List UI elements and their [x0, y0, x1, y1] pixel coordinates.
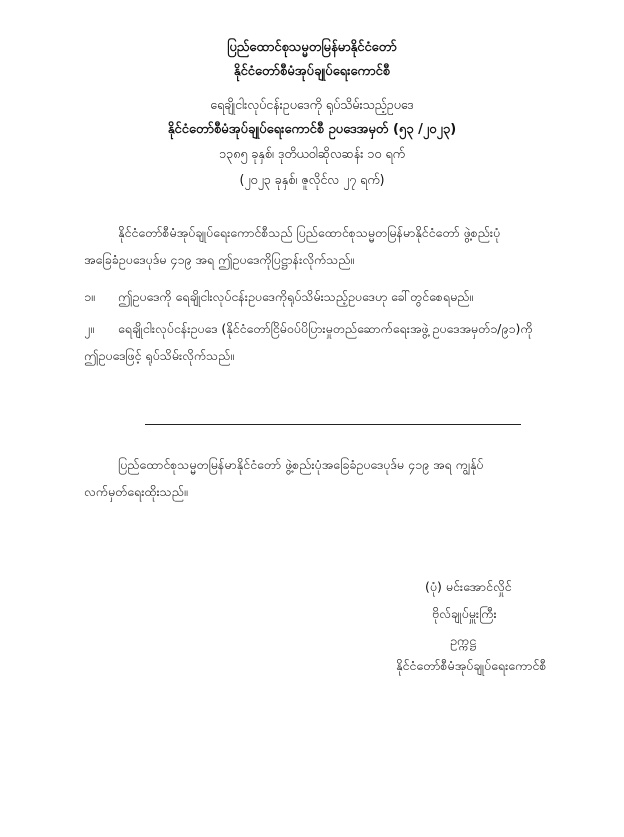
signature-rank: ဗိုလ်ချုပ်မှူးကြီး — [432, 606, 497, 621]
law-title: ရေချိုငါးလုပ်ငန်းဥပဒေကို ရုပ်သိမ်းသည့်ဥပဒေ — [210, 98, 414, 113]
country-title: ပြည်ထောင်စုသမ္မတမြန်မာနိုင်ငံတော် — [227, 39, 397, 55]
footer-note-line-2: လက်မှတ်ရေးထိုးသည်။ — [84, 484, 188, 499]
section-text: ဤဥပဒေကို ရေချိုငါးလုပ်ငန်းဥပဒေကိုရုပ်သိမ်းသည့်ဥပဒေဟု ခေါ်တွင်စေရမည်။ — [118, 289, 474, 304]
council-title: နိုင်ငံတော်စီမံအုပ်ချုပ်ရေးကောင်စီ — [233, 63, 391, 79]
section-number: ၁။ — [84, 289, 95, 304]
divider-line — [145, 424, 521, 425]
preamble-line-1: နိုင်ငံတော်စီမံအုပ်ချုပ်ရေးကောင်စီသည် ပြည်ထောင်စုသမ္မတမြန်မာနိုင်ငံတော် ဖွဲ့စည်းပုံ — [118, 225, 501, 240]
preamble-line-2: အခြေခံဥပဒေပုဒ်မ ၄၁၉ အရ ဤဥပဒေကိုပြဋ္ဌာန်းလိုက်သည်။ — [84, 252, 355, 267]
section-text: ရေချိုငါးလုပ်ငန်းဥပဒေ (နိုင်ငံတော်ငြိမ်ဝပ်ပိပြားမှုတည်ဆောက်ရေးအဖွဲ့ ဥပဒေအမှတ်၁/၉၁)ကို — [118, 321, 533, 336]
section-text-continued: ဤဥပဒေဖြင့် ရုပ်သိမ်းလိုက်သည်။ — [84, 348, 235, 363]
law-number: နိုင်ငံတော်စီမံအုပ်ချုပ်ရေးကောင်စီ ဥပဒေအမှတ် (၅၃ /၂၀၂၃) — [167, 121, 457, 137]
signature-organization: နိုင်ငံတော်စီမံအုပ်ချုပ်ရေးကောင်စီ — [396, 658, 547, 673]
signature-title: ဥက္ကဋ္ဌ — [450, 633, 476, 648]
gregorian-date: (၂၀၂၃ ခုနှစ်၊ ဇူလိုင်လ ၂၇ ရက်) — [239, 173, 385, 188]
myanmar-date: ၁၃၈၅ ခုနှစ်၊ ဒုတိယဝါဆိုလဆန်း ၁၀ ရက် — [219, 147, 405, 162]
footer-note-line-1: ပြည်ထောင်စုသမ္မတမြန်မာနိုင်ငံတော် ဖွဲ့စည်းပုံအခြေခံဥပဒေပုဒ်မ ၄၁၉ အရ ကျွန်ုပ် — [118, 457, 484, 472]
signature-name: (ပုံ) မင်းအောင်လှိုင် — [425, 579, 512, 594]
section-number: ၂။ — [84, 321, 94, 336]
